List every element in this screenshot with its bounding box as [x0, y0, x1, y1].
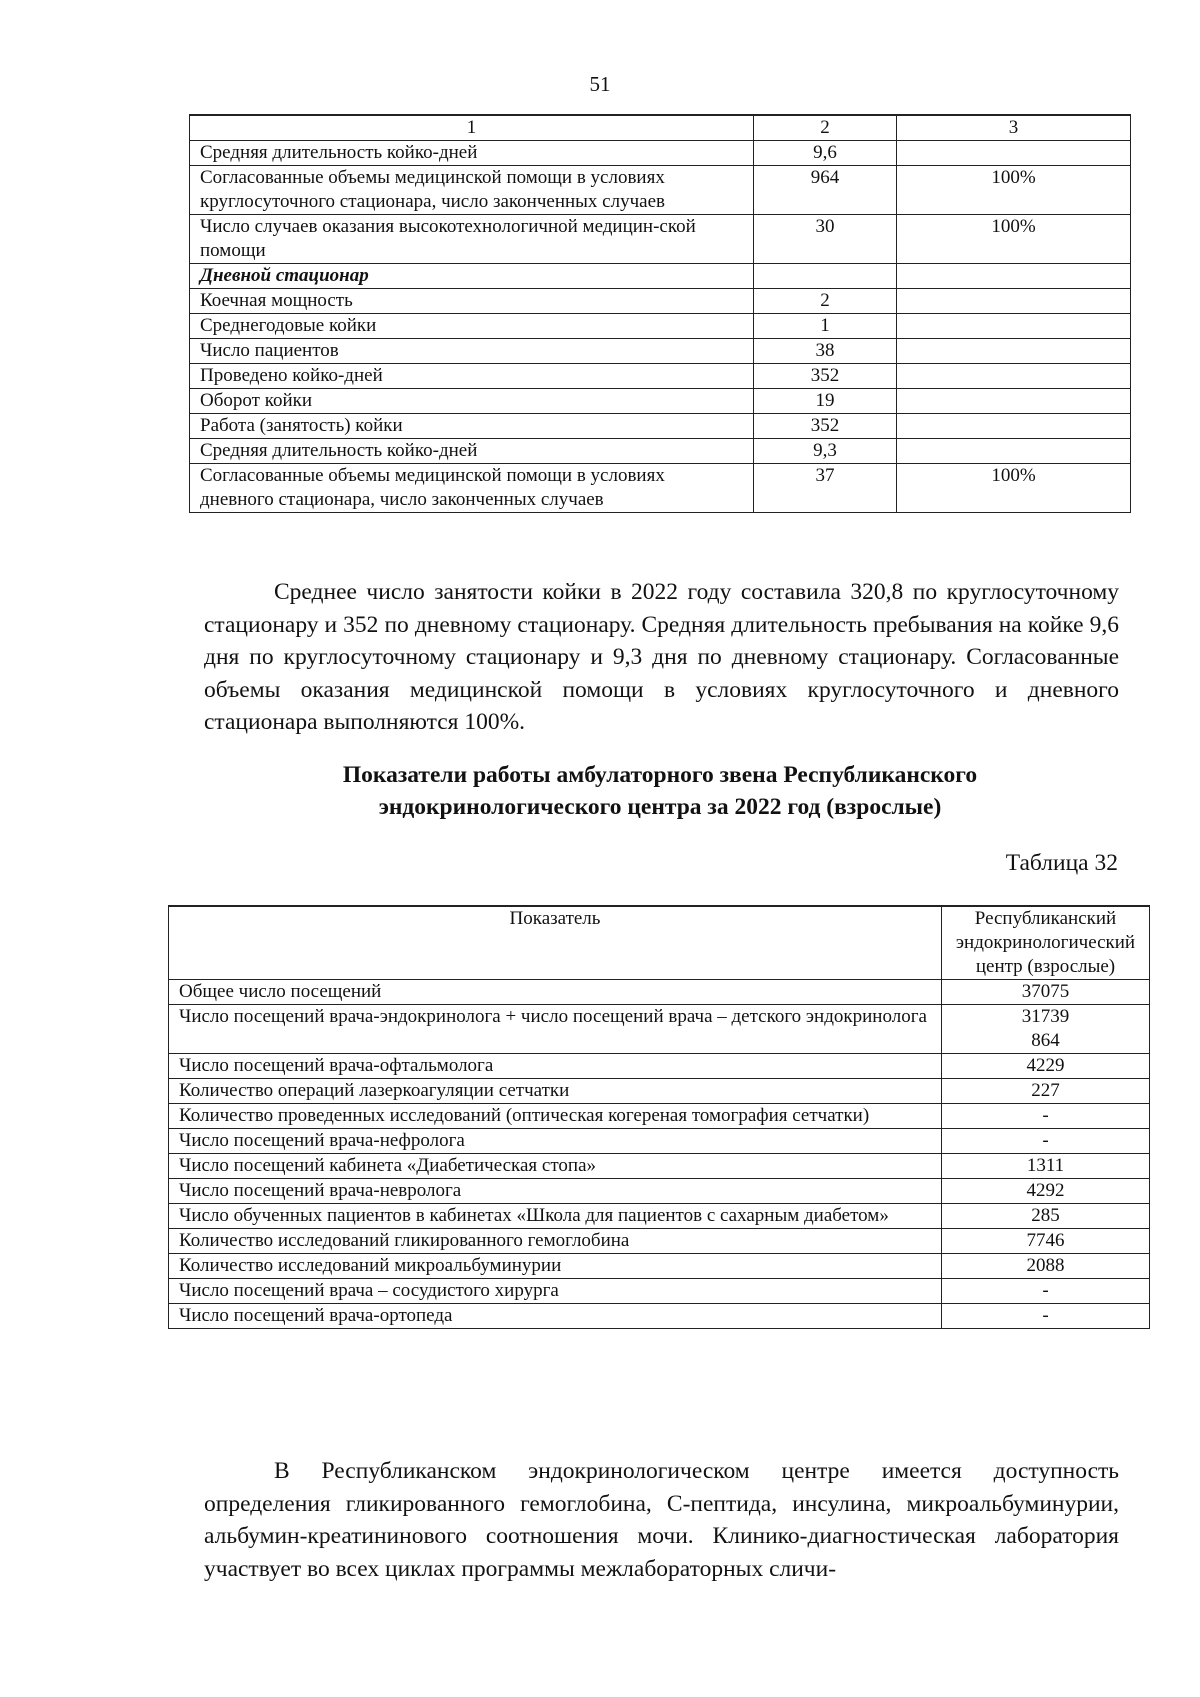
row-label: Коечная мощность [190, 289, 754, 314]
table-row [190, 414, 1131, 439]
paragraph-laboratory [204, 1455, 1119, 1585]
indicator-label: Число посещений врача-эндокринолога + число посещений врача – детского эндокринолога [169, 1005, 942, 1054]
indicator-label: Число посещений врача-ортопеда [169, 1304, 942, 1329]
row-percent: 100% [897, 215, 1131, 264]
table-row [190, 289, 1131, 314]
table-row [190, 389, 1131, 414]
row-percent [897, 364, 1131, 389]
row-percent [897, 389, 1131, 414]
table-row [190, 215, 1131, 264]
table-row [190, 339, 1131, 364]
table-row [169, 1054, 1150, 1079]
row-label: Согласованные объемы медицинской помощи в условиях дневного стационара, число законченных случаев [190, 464, 754, 513]
table-row [169, 1129, 1150, 1154]
paragraph-text: В Республиканском эндокринологическом центре имеется доступность определения гликированного гемоглобина, С-пептида, инсулина, микроальбуминурии, альбумин-креатининового соотношения мочи. Клинико-диагностическая лаборатория участвует во всех циклах программы межлабораторных сличи- [204, 1458, 1119, 1582]
row-label: Согласованные объемы медицинской помощи в условиях круглосуточного стационара, число законченных случаев [190, 166, 754, 215]
bed-statistics-table [189, 114, 1131, 513]
table-row [190, 166, 1131, 215]
section-title-day-hospital: Дневной стационар [190, 264, 754, 289]
heading-line: Показатели работы амбулаторного звена Республиканского [342, 762, 978, 788]
row-percent [897, 314, 1131, 339]
paragraph-bed-occupancy [204, 576, 1119, 739]
indicator-value: - [942, 1279, 1150, 1304]
table-row [190, 141, 1131, 166]
row-value: 30 [754, 215, 897, 264]
column-header-center: Республиканский эндокринологический центр (взрослые) [942, 906, 1150, 980]
indicator-value: - [942, 1304, 1150, 1329]
row-label: Средняя длительность койко-дней [190, 439, 754, 464]
indicator-label: Количество исследований микроальбуминурии [169, 1254, 942, 1279]
table-row [169, 1304, 1150, 1329]
row-value: 964 [754, 166, 897, 215]
row-percent [897, 439, 1131, 464]
indicator-label: Число обученных пациентов в кабинетах «Школа для пациентов с сахарным диабетом» [169, 1204, 942, 1229]
row-value: 352 [754, 414, 897, 439]
section-heading [180, 759, 1140, 823]
indicator-label: Общее число посещений [169, 980, 942, 1005]
indicator-label: Число посещений врача-невролога [169, 1179, 942, 1204]
indicator-label: Количество операций лазеркоагуляции сетчатки [169, 1079, 942, 1104]
row-value: 1 [754, 314, 897, 339]
paragraph-text: Среднее число занятости койки в 2022 году составила 320,8 по круглосуточному стационару и 352 по дневному стационару. Средняя длительность пребывания на койке 9,6 дня по круглосуточному стационару и 9,3 дня по дневному стационару. Согласованные объемы оказания медицинской помощи в условиях круглосуточного и дневного стационара выполняются 100%. [204, 579, 1119, 735]
row-value: 37 [754, 464, 897, 513]
column-header: 2 [754, 115, 897, 141]
indicator-label: Количество исследований гликированного гемоглобина [169, 1229, 942, 1254]
table-row [169, 1179, 1150, 1204]
indicator-label: Число посещений врача-офтальмолога [169, 1054, 942, 1079]
row-label: Число случаев оказания высокотехнологичной медицин-ской помощи [190, 215, 754, 264]
table-row [169, 1204, 1150, 1229]
indicator-value: 285 [942, 1204, 1150, 1229]
row-value: 9,3 [754, 439, 897, 464]
page-number: 51 [589, 72, 611, 96]
row-percent [897, 264, 1131, 289]
row-percent [897, 289, 1131, 314]
row-percent: 100% [897, 166, 1131, 215]
table-row [190, 364, 1131, 389]
indicator-value-secondary: 864 [1031, 1030, 1060, 1051]
row-label: Проведено койко-дней [190, 364, 754, 389]
indicator-label: Число посещений кабинета «Диабетическая стопа» [169, 1154, 942, 1179]
table-row [169, 1279, 1150, 1304]
row-percent [897, 339, 1131, 364]
column-header: 3 [897, 115, 1131, 141]
indicator-value: 4292 [942, 1179, 1150, 1204]
row-label: Число пациентов [190, 339, 754, 364]
table-row [190, 464, 1131, 513]
table-row [169, 980, 1150, 1005]
row-value [754, 264, 897, 289]
row-percent [897, 414, 1131, 439]
indicator-value: - [942, 1104, 1150, 1129]
indicator-value: 2088 [942, 1254, 1150, 1279]
table-row [169, 1229, 1150, 1254]
table-row [169, 1104, 1150, 1129]
table-row [169, 1254, 1150, 1279]
table-row [190, 314, 1131, 339]
row-label: Средняя длительность койко-дней [190, 141, 754, 166]
row-value: 2 [754, 289, 897, 314]
indicator-value-group [942, 1005, 1150, 1054]
table-header-row [190, 115, 1131, 141]
table-row [169, 1154, 1150, 1179]
row-value: 19 [754, 389, 897, 414]
row-value: 9,6 [754, 141, 897, 166]
indicator-value: 4229 [942, 1054, 1150, 1079]
row-percent [897, 141, 1131, 166]
section-row [190, 264, 1131, 289]
row-value: 38 [754, 339, 897, 364]
table-row [190, 439, 1131, 464]
row-label: Оборот койки [190, 389, 754, 414]
row-percent: 100% [897, 464, 1131, 513]
outpatient-indicators-table [168, 905, 1150, 1329]
table-row [169, 1079, 1150, 1104]
indicator-label: Число посещений врача-нефролога [169, 1129, 942, 1154]
indicator-value: 1311 [942, 1154, 1150, 1179]
indicator-value: 227 [942, 1079, 1150, 1104]
table-header-row [169, 906, 1150, 980]
table-row [169, 1005, 1150, 1054]
row-label: Среднегодовые койки [190, 314, 754, 339]
heading-line: эндокринологического центра за 2022 год (взрослые) [378, 794, 942, 820]
indicator-value: 31739 [1021, 1006, 1070, 1027]
indicator-label: Число посещений врача – сосудистого хирурга [169, 1279, 942, 1304]
row-label: Работа (занятость) койки [190, 414, 754, 439]
column-header: 1 [190, 115, 754, 141]
row-value: 352 [754, 364, 897, 389]
indicator-value: 37075 [942, 980, 1150, 1005]
column-header-indicator: Показатель [169, 906, 942, 980]
indicator-label: Количество проведенных исследований (оптическая когереная томография сетчатки) [169, 1104, 942, 1129]
indicator-value: 7746 [942, 1229, 1150, 1254]
table-number-label: Таблица 32 [1005, 850, 1118, 876]
indicator-value: - [942, 1129, 1150, 1154]
